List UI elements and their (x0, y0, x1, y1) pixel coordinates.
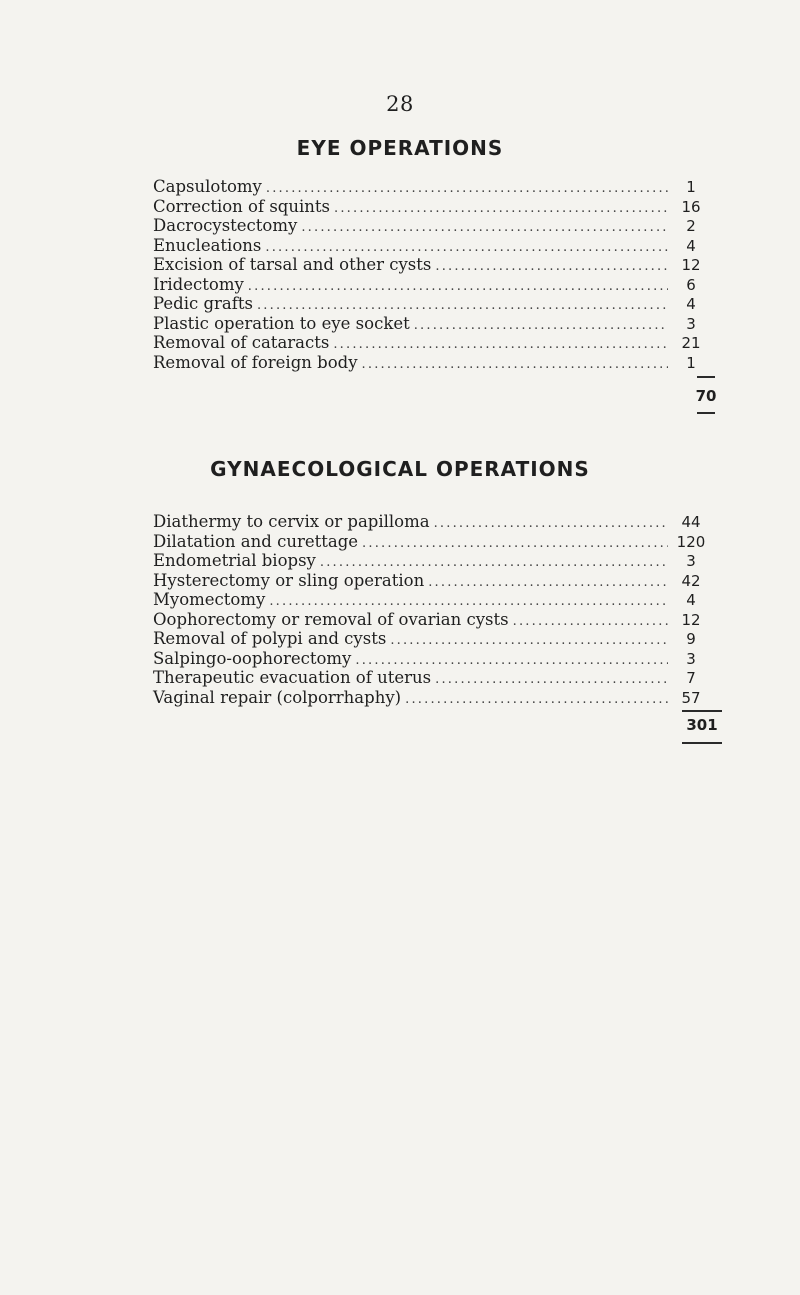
gyn-total-rule-top (682, 710, 722, 712)
operation-label: Dilatation and curettage (153, 531, 359, 551)
page-number: 28 (386, 92, 414, 116)
operation-label: Vaginal repair (colporrhaphy) (153, 687, 402, 707)
list-item (153, 197, 708, 217)
dot-leader (428, 573, 668, 593)
operation-count: 6 (686, 275, 696, 294)
eye-operations-title: EYE OPERATIONS (296, 136, 504, 160)
dot-leader (435, 257, 668, 277)
operation-count: 1 (686, 178, 696, 196)
operation-label: Therapeutic evacuation of uterus (153, 668, 432, 687)
operation-label: Enucleations (153, 235, 262, 255)
list-item (153, 629, 708, 649)
list-item (153, 610, 708, 630)
operation-label: Capsulotomy (153, 177, 262, 196)
operation-label: Removal of polypi and cysts (153, 629, 387, 648)
dot-leader (414, 316, 668, 336)
operation-label: Endometrial biopsy (153, 551, 316, 570)
list-item (153, 532, 708, 552)
list-item (153, 314, 708, 334)
operation-count: 9 (686, 630, 696, 648)
operation-count: 7 (686, 669, 696, 687)
operation-count: 3 (686, 314, 696, 333)
dot-leader (362, 534, 668, 554)
operation-label: Iridectomy (153, 274, 244, 294)
list-item (153, 353, 708, 373)
operation-label: Excision of tarsal and other cysts (153, 255, 432, 274)
eye-total-rule-bottom (697, 412, 715, 414)
list-item (153, 294, 708, 314)
list-item (153, 255, 708, 275)
list-item (153, 688, 708, 708)
operation-label: Diathermy to cervix or papilloma (153, 512, 430, 531)
gynaecological-operations-title: GYNAECOLOGICAL OPERATIONS (210, 457, 590, 481)
dot-leader (405, 690, 668, 710)
gynaecological-operations-list (153, 512, 708, 707)
list-item (153, 177, 708, 197)
list-item (153, 668, 708, 688)
list-item (153, 236, 708, 256)
operation-label: Removal of cataracts (153, 333, 330, 352)
operation-label: Oophorectomy or removal of ovarian cysts (153, 609, 509, 629)
list-item (153, 649, 708, 669)
operation-count: 4 (686, 295, 696, 313)
eye-operations-list (153, 177, 708, 372)
operation-count: 120 (676, 532, 706, 551)
operation-count: 1 (686, 353, 696, 372)
dot-leader (434, 514, 668, 534)
operation-count: 3 (686, 552, 696, 570)
operation-count: 42 (681, 571, 701, 590)
gyn-total-rule-bottom (682, 742, 722, 744)
list-item (153, 216, 708, 236)
list-item (153, 551, 708, 571)
list-item (153, 571, 708, 591)
operation-count: 2 (686, 217, 696, 235)
operation-count: 21 (681, 334, 701, 352)
dot-leader (301, 218, 668, 238)
eye-total-rule-top (697, 376, 715, 378)
list-item (153, 512, 708, 532)
list-item (153, 333, 708, 353)
dot-leader (435, 670, 668, 690)
operation-label: Removal of foreign body (153, 352, 358, 372)
dot-leader (390, 631, 668, 651)
operation-count: 57 (681, 688, 701, 707)
operation-label: Correction of squints (153, 196, 330, 216)
operation-count: 12 (681, 610, 701, 629)
operation-count: 12 (681, 256, 701, 274)
operation-label: Dacrocystectomy (153, 216, 298, 235)
list-item (153, 275, 708, 295)
dot-leader (333, 335, 668, 355)
operation-label: Hysterectomy or sling operation (153, 570, 425, 590)
operation-count: 3 (686, 649, 696, 668)
operation-label: Plastic operation to eye socket (153, 313, 410, 333)
gynaecological-total: 301 (686, 716, 718, 734)
operation-count: 4 (686, 236, 696, 255)
operation-count: 16 (681, 197, 701, 216)
eye-total: 70 (695, 387, 717, 405)
operation-count: 44 (681, 513, 701, 531)
list-item (153, 590, 708, 610)
dot-leader (248, 277, 668, 297)
operation-label: Pedic grafts (153, 294, 253, 313)
dot-leader (362, 355, 668, 375)
operation-count: 4 (686, 591, 696, 609)
operation-label: Myomectomy (153, 590, 266, 609)
dot-leader (334, 199, 668, 219)
dot-leader (513, 612, 668, 632)
operation-label: Salpingo-oophorectomy (153, 648, 352, 668)
